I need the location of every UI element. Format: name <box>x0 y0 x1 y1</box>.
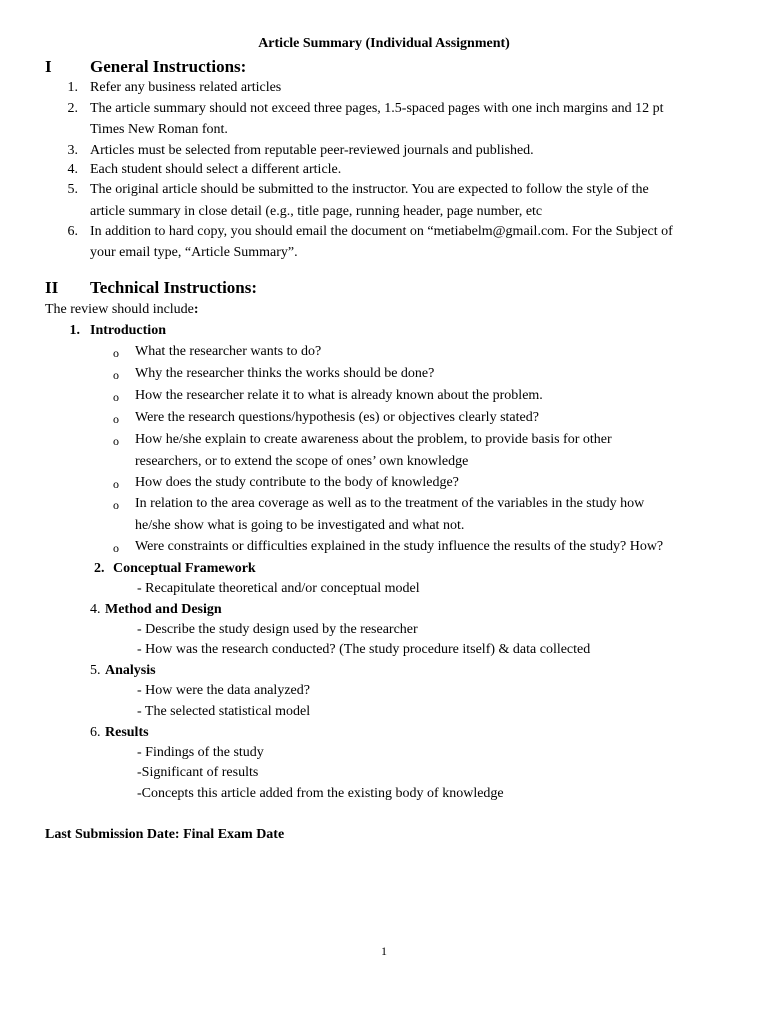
subsection-6-item: - Findings of the study <box>137 745 264 760</box>
subsection-2-item: - Recapitulate theoretical and/or conceptual model <box>137 581 420 596</box>
section-2-heading: Technical Instructions: <box>90 278 258 297</box>
subsection-6-title: Results <box>105 725 149 740</box>
bullet-text: Were constraints or difficulties explained in the study influence the results of the study? How? <box>135 539 664 554</box>
bullet-icon: o <box>113 541 119 555</box>
item-5-text: The original article should be submitted to the instructor. You are expected to follow the style of the <box>90 182 649 197</box>
bullet-icon: o <box>113 346 119 360</box>
bullet-text: What the researcher wants to do? <box>135 344 322 359</box>
subsection-6-number: 6. <box>90 725 101 740</box>
submission-date-note: Last Submission Date: Final Exam Date <box>45 827 285 842</box>
bullet-icon: o <box>113 498 119 512</box>
section-1-heading: General Instructions: <box>90 57 247 76</box>
item-4-text: Each student should select a different article. <box>90 162 342 177</box>
bullet-icon: o <box>113 368 119 382</box>
item-5-number: 5. <box>67 182 78 197</box>
subsection-5-title: Analysis <box>105 663 156 678</box>
subsection-5-number: 5. <box>90 663 101 678</box>
bullet-text: Why the researcher thinks the works should be done? <box>135 366 435 381</box>
subsection-4-number: 4. <box>90 602 101 617</box>
subsection-5-item: - The selected statistical model <box>137 704 311 719</box>
bullet-text-cont: researchers, or to extend the scope of ones’ own knowledge <box>135 454 469 469</box>
bullet-text: Were the research questions/hypothesis (es) or objectives clearly stated? <box>135 410 539 425</box>
subsection-2-number: 2. <box>94 561 105 576</box>
item-1-text: Refer any business related articles <box>90 80 282 95</box>
subsection-4-item: - Describe the study design used by the researcher <box>137 622 418 637</box>
bullet-icon: o <box>113 477 119 491</box>
bullet-icon: o <box>113 412 119 426</box>
bullet-text-cont: he/she show what is going to be investigated and what not. <box>135 518 465 533</box>
item-6-text: In addition to hard copy, you should email the document on “metiabelm@gmail.com. For the Subject of <box>90 224 673 239</box>
bullet-text: In relation to the area coverage as well as to the treatment of the variables in the study how <box>135 496 645 511</box>
bullet-text: How the researcher relate it to what is already known about the problem. <box>135 388 543 403</box>
item-4-number: 4. <box>67 162 78 177</box>
subsection-1-title: Introduction <box>90 323 166 338</box>
subsection-2-title: Conceptual Framework <box>113 561 256 576</box>
section-1-numeral: I <box>45 57 52 76</box>
bullet-icon: o <box>113 434 119 448</box>
review-intro-text: The review should include <box>45 302 194 317</box>
subsection-6-item: -Concepts this article added from the existing body of knowledge <box>137 786 504 801</box>
section-2-numeral: II <box>45 278 59 297</box>
subsection-1-number: 1. <box>69 323 80 338</box>
item-2-text: The article summary should not exceed three pages, 1.5-spaced pages with one inch margins and 12 pt <box>90 101 664 116</box>
subsection-6-item: -Significant of results <box>137 765 259 780</box>
item-3-text: Articles must be selected from reputable peer-reviewed journals and published. <box>90 143 534 158</box>
review-intro-colon: : <box>193 302 199 317</box>
subsection-4-item: - How was the research conducted? (The study procedure itself) & data collected <box>137 642 591 657</box>
item-1-number: 1. <box>67 80 78 95</box>
bullet-icon: o <box>113 390 119 404</box>
item-6-text-cont: your email type, “Article Summary”. <box>90 245 298 260</box>
bullet-text: How he/she explain to create awareness about the problem, to provide basis for other <box>135 432 612 447</box>
document-title: Article Summary (Individual Assignment) <box>258 36 510 51</box>
item-3-number: 3. <box>67 143 78 158</box>
review-intro <box>45 302 199 318</box>
subsection-5-item: - How were the data analyzed? <box>137 683 310 698</box>
item-5-text-cont: article summary in close detail (e.g., title page, running header, page number, etc <box>90 204 543 219</box>
item-2-text-cont: Times New Roman font. <box>90 122 228 137</box>
item-2-number: 2. <box>67 101 78 116</box>
bullet-text: How does the study contribute to the body of knowledge? <box>135 475 459 490</box>
item-6-number: 6. <box>67 224 78 239</box>
subsection-4-title: Method and Design <box>105 602 222 617</box>
page-number: 1 <box>381 944 387 958</box>
